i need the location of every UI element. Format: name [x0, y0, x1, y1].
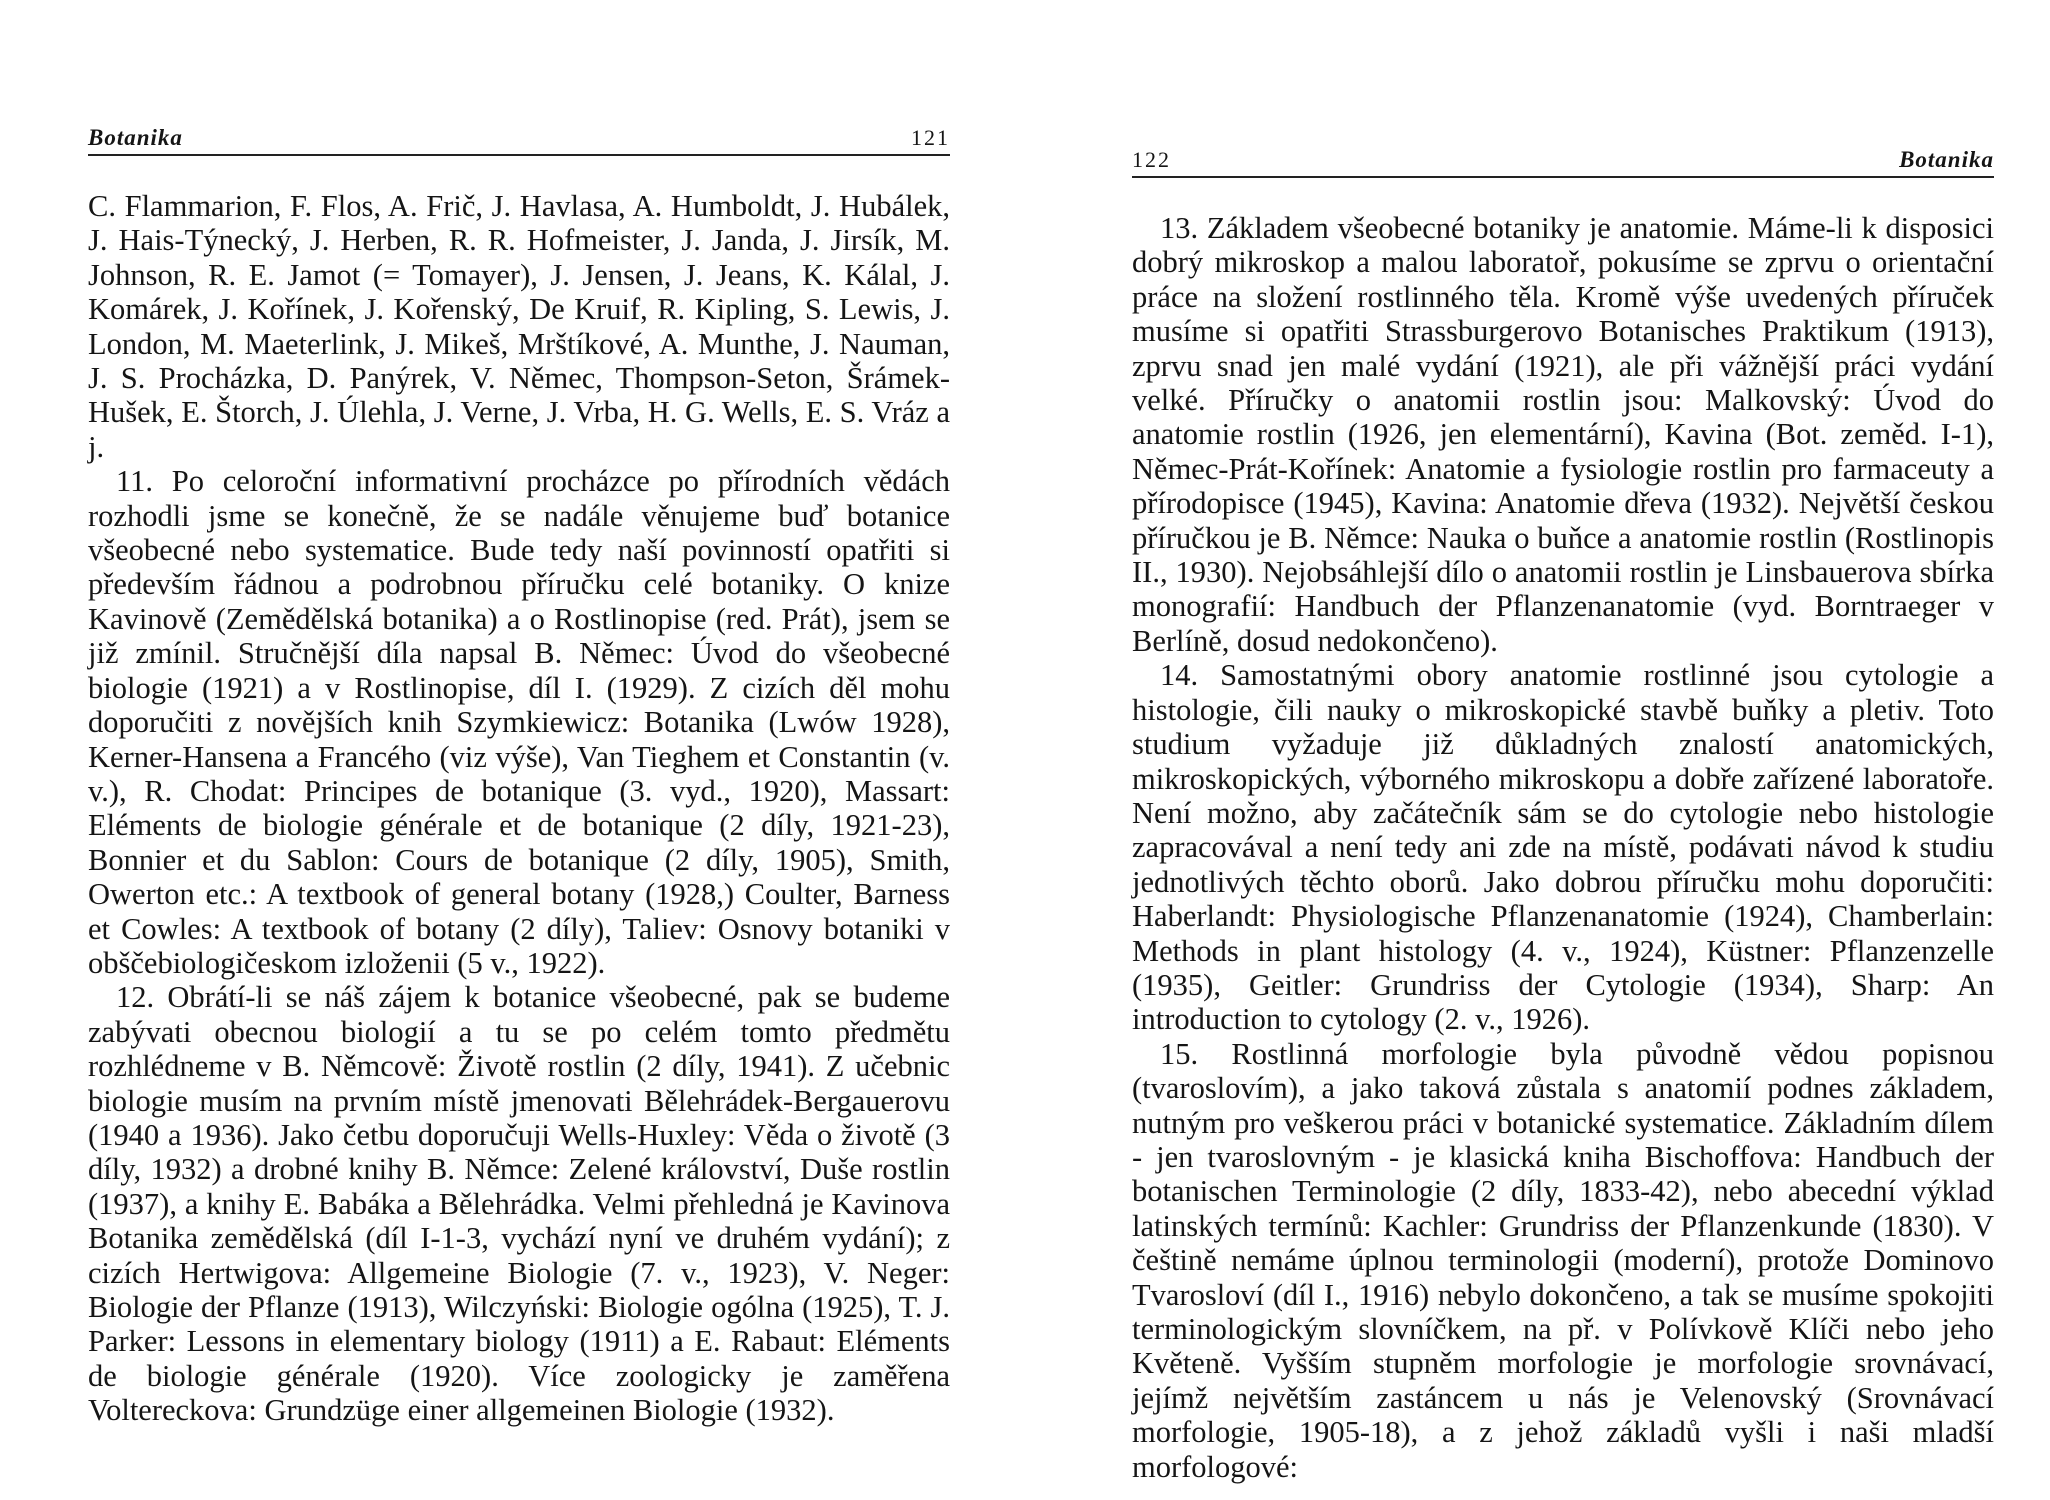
running-title: Botanika	[1899, 147, 1994, 172]
paragraph-15: 15. Rostlinná morfologie byla původně vědou popisnou (tvaroslovím), a jako taková zůstala s anatomií podnes základem, nutným pro veškerou práci v botanické systematice. Základním dílem - jen tvaroslovným - je klasická kniha Bischoffova: Handbuch der botanischen Terminologie (2 díly, 1833-42), nebo abecední výklad latinských termínů: Kachler: Grundriss der Pflanzenkunde (1830). V češtině nemáme úplnou terminologii (moderní), protože Dominovo Tvarosloví (díl I., 1916) nebylo dokončeno, a tak se musíme spokojiti terminologickým slovníčkem, na př. v Polívkově Klíči nebo jeho Květeně. Vyšším stupněm morfologie je morfologie srovnávací, jejímž největším zastáncem u nás je Velenovský (Srovnávací morfologie, 1905-18), a z jehož základů vyšli i naši mladší morfologové:	[1132, 1036, 1994, 1484]
paragraph-12: 12. Obrátí-li se náš zájem k botanice všeobecné, pak se budeme zabývati obecnou biologií a tu se po celém tomto předmětu rozhlédneme v B. Němcově: Životě rostlin (2 díly, 1941). Z učebnic biologie musím na prvním místě jmenovati Bělehrádek-Bergauerovu (1940 a 1936). Jako četbu doporučuji Wells-Huxley: Věda o životě (3 díly, 1932) a drobné knihy B. Němce: Zelené království, Duše rostlin (1937), a knihy E. Babáka a Bělehrádka. Velmi přehledná je Kavinova Botanika zemědělská (díl I-1-3, vychází nyní ve druhém vydání); z cizích Hertwigova: Allgemeine Biologie (7. v., 1923), V. Neger: Biologie der Pflanze (1913), Wilczyński: Biologie ogólna (1925), T. J. Parker: Lessons in elementary biology (1911) a E. Rabaut: Eléments de biologie générale (1920). Více zoologicky je zaměřena Voltereckova: Grundzüge einer allgemeinen Biologie (1932).	[88, 980, 950, 1428]
right-page-header	[1132, 140, 1994, 178]
paragraph-author-list: C. Flammarion, F. Flos, A. Frič, J. Havlasa, A. Humboldt, J. Hubálek, J. Hais-Týnecký, J. Herben, R. R. Hofmeister, J. Janda, J. Jirsík, M. Johnson, R. E. Jamot (= Tomayer), J. Jensen, J. Jeans, K. Kálal, J. Komárek, J. Kořínek, J. Kořenský, De Kruif, R. Kipling, S. Lewis, J. London, M. Maeterlink, J. Mikeš, Mrštíkové, A. Munthe, J. Nauman, J. S. Procházka, D. Panýrek, V. Němec, Thompson-Seton, Šrámek-Hušek, E. Štorch, J. Úlehla, J. Verne, J. Vrba, H. G. Wells, E. S. Vráz a j.	[88, 189, 950, 464]
left-page-header	[88, 118, 950, 156]
page-number: 121	[911, 125, 950, 150]
paragraph-14: 14. Samostatnými obory anatomie rostlinné jsou cytologie a histologie, čili nauky o mikroskopické stavbě buňky a pletiv. Toto studium vyžaduje již důkladných znalostí anatomických, mikroskopických, výborného mikroskopu a dobře zařízené laboratoře. Není možno, aby začátečník sám se do cytologie nebo histologie zapracovával a není tedy ani zde na místě, podávati návod k studiu jednotlivých těchto oborů. Jako dobrou příručku mohu doporučiti: Haberlandt: Physiologische Pflanzenanatomie (1924), Chamberlain: Methods in plant histology (4. v., 1924), Küstner: Pflanzenzelle (1935), Geitler: Grundriss der Cytologie (1934), Sharp: An introduction to cytology (2. v., 1926).	[1132, 658, 1994, 1037]
left-page-body	[88, 189, 950, 1428]
page-number: 122	[1132, 147, 1171, 172]
paragraph-11: 11. Po celoroční informativní procházce po přírodních vědách rozhodli jsme se konečně, že se nadále věnujeme buď botanice všeobecné nebo systematice. Bude tedy naší povinností opatřiti si především řádnou a podrobnou příručku celé botaniky. O knize Kavinově (Zemědělská botanika) a o Rostlinopise (red. Prát), jsem se již zmínil. Stručnější díla napsal B. Němec: Úvod do všeobecné biologie (1921) a v Rostlinopise, díl I. (1929). Z cizích děl mohu doporučiti z novějších knih Szymkiewicz: Botanika (Lwów 1928), Kerner-Hansena a Francého (viz výše), Van Tieghem et Constantin (v. v.), R. Chodat: Principes de botanique (3. vyd., 1920), Massart: Eléments de biologie générale et de botanique (2 díly, 1921-23), Bonnier et du Sablon: Cours de botanique (2 díly, 1905), Smith, Owerton etc.: A textbook of general botany (1928,) Coulter, Barness et Cowles: A textbook of botany (2 díly), Taliev: Osnovy botaniki v obščebiologičeskom izloženii (5 v., 1922).	[88, 464, 950, 980]
paragraph-13: 13. Základem všeobecné botaniky je anatomie. Máme-li k disposici dobrý mikroskop a malou laboratoř, pokusíme se zprvu o orientační práce na složení rostlinného těla. Kromě výše uvedených příruček musíme si opatřiti Strassburgerovo Botanisches Praktikum (1913), zprvu snad jen malé vydání (1921), ale při vážnější práci vydání velké. Příručky o anatomii rostlin jsou: Malkovský: Úvod do anatomie rostlin (1926, jen elementární), Kavina (Bot. zeměd. I-1), Němec-Prát-Kořínek: Anatomie a fysiologie rostlin pro farmaceuty a přírodopisce (1945), Kavina: Anatomie dřeva (1932). Největší českou příručkou je B. Němce: Nauka o buňce a anatomie rostlin (Rostlinopis II., 1930). Nejobsáhlejší dílo o anatomii rostlin je Linsbauerova sbírka monografií: Handbuch der Pflanzenanatomie (vyd. Borntraeger v Berlíně, dosud nedokončeno).	[1132, 211, 1994, 658]
right-page-body	[1132, 211, 1994, 1484]
running-title: Botanika	[88, 125, 183, 150]
